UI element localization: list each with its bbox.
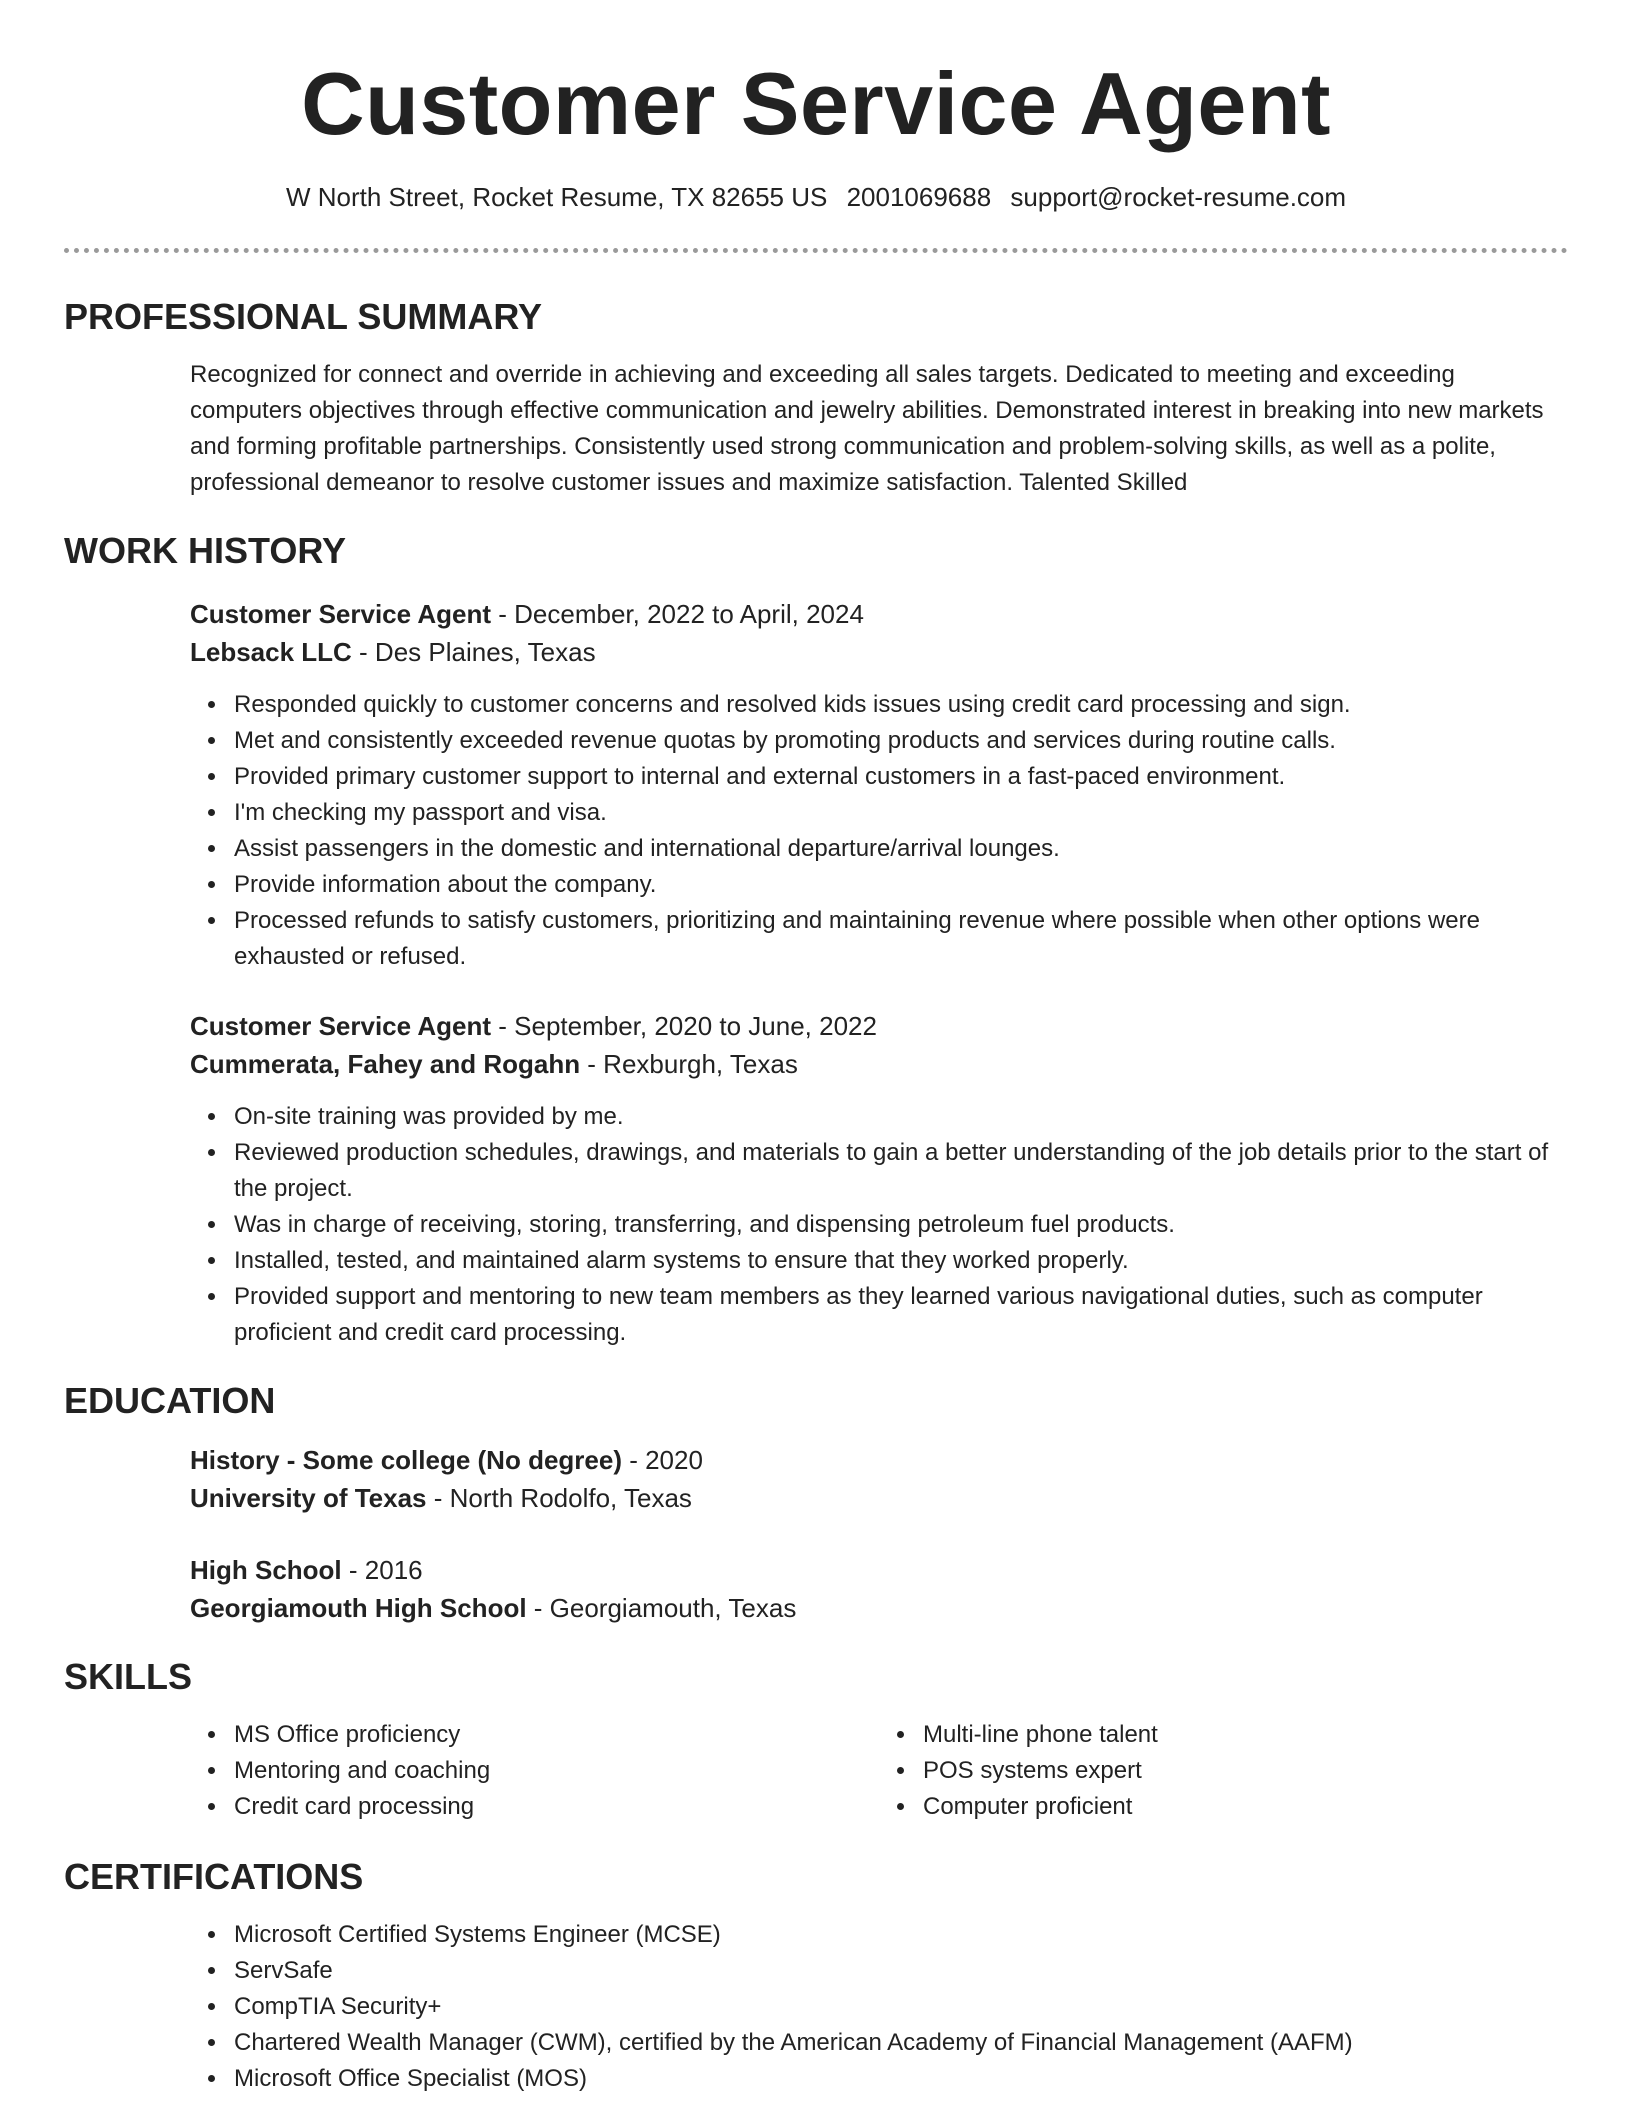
job-company-line xyxy=(190,1045,1568,1083)
contact-phone: 2001069688 xyxy=(846,182,992,212)
education-entry xyxy=(64,1551,1568,1627)
job-bullet: Provided support and mentoring to new team members as they learned various navigational duties, such as computer proficient and credit card processing. xyxy=(234,1279,1568,1351)
education-school-line xyxy=(190,1589,1568,1627)
education-school-line xyxy=(190,1479,1568,1517)
skills-heading: SKILLS xyxy=(64,1656,193,1697)
work-history-heading: WORK HISTORY xyxy=(64,530,347,571)
job-bullet-list xyxy=(190,1099,1568,1351)
certifications-heading: CERTIFICATIONS xyxy=(64,1856,364,1897)
skill-item: Computer proficient xyxy=(923,1789,1568,1825)
education-degree: History - Some college (No degree) xyxy=(190,1445,622,1475)
skill-item: POS systems expert xyxy=(923,1753,1568,1789)
job-bullet: Provided primary customer support to internal and external customers in a fast-paced environment. xyxy=(234,759,1568,795)
skill-item: Multi-line phone talent xyxy=(923,1717,1568,1753)
certification-item: Microsoft Certified Systems Engineer (MCSE) xyxy=(234,1917,1568,1953)
job-dates: - September, 2020 to June, 2022 xyxy=(491,1011,877,1041)
job-bullet: Was in charge of receiving, storing, transferring, and dispensing petroleum fuel products. xyxy=(234,1207,1568,1243)
education-degree-line xyxy=(190,1551,1568,1589)
education-school: University of Texas xyxy=(190,1483,427,1513)
education-year: - 2016 xyxy=(341,1555,423,1585)
job-company-line xyxy=(190,633,1568,671)
job-bullet: I'm checking my passport and visa. xyxy=(234,795,1568,831)
skill-item: MS Office proficiency xyxy=(234,1717,879,1753)
job-bullet: Processed refunds to satisfy customers, prioritizing and maintaining revenue where possible when other options were exhausted or refused. xyxy=(234,903,1568,975)
job-title: Customer Service Agent xyxy=(190,1011,492,1041)
job-company: Cummerata, Fahey and Rogahn xyxy=(190,1049,581,1079)
skills-list-right xyxy=(879,1717,1568,1825)
education-year: - 2020 xyxy=(621,1445,703,1475)
job-bullet: On-site training was provided by me. xyxy=(234,1099,1568,1135)
job-title-line xyxy=(190,595,1568,633)
education-section xyxy=(64,1379,1568,1627)
job-location: - Des Plaines, Texas xyxy=(351,637,596,667)
contact-email: support@rocket-resume.com xyxy=(1010,182,1347,212)
job-bullet-list xyxy=(190,687,1568,975)
summary-text: Recognized for connect and override in achieving and exceeding all sales targets. Dedicated to meeting and exceeding computers objectives through effective communication and jewelry abilities. Demonstrated interest in breaking into new markets and forming profitable partnerships. Consistently used strong communication and problem-solving skills, as well as a polite, professional demeanor to resolve customer issues and maximize satisfaction. Talented Skilled xyxy=(190,361,1544,496)
certification-item: CompTIA Security+ xyxy=(234,1989,1568,2025)
education-entry xyxy=(64,1441,1568,1517)
summary-section xyxy=(64,295,1568,501)
work-history-section xyxy=(64,529,1568,1351)
education-degree-line xyxy=(190,1441,1568,1479)
education-degree: High School xyxy=(190,1555,342,1585)
job-bullet: Met and consistently exceeded revenue quotas by promoting products and services during routine calls. xyxy=(234,723,1568,759)
job-entry xyxy=(64,595,1568,975)
job-company: Lebsack LLC xyxy=(190,637,352,667)
skill-item: Credit card processing xyxy=(234,1789,879,1825)
job-dates: - December, 2022 to April, 2024 xyxy=(491,599,864,629)
header-divider xyxy=(64,248,1568,253)
job-entry xyxy=(64,1007,1568,1351)
job-title: Customer Service Agent xyxy=(190,599,492,629)
resume-title: Customer Service Agent xyxy=(301,54,1331,153)
contact-line xyxy=(64,180,1568,214)
job-location: - Rexburgh, Texas xyxy=(580,1049,798,1079)
education-location: - Georgiamouth, Texas xyxy=(526,1593,797,1623)
skills-section xyxy=(64,1655,1568,1825)
education-school: Georgiamouth High School xyxy=(190,1593,527,1623)
skill-item: Mentoring and coaching xyxy=(234,1753,879,1789)
education-heading: EDUCATION xyxy=(64,1380,276,1421)
summary-heading: PROFESSIONAL SUMMARY xyxy=(64,296,543,337)
resume-page xyxy=(64,0,1568,2097)
certifications-section xyxy=(64,1855,1568,2097)
job-bullet: Installed, tested, and maintained alarm systems to ensure that they worked properly. xyxy=(234,1243,1568,1279)
job-title-line xyxy=(190,1007,1568,1045)
contact-address: W North Street, Rocket Resume, TX 82655 US xyxy=(285,182,828,212)
job-bullet: Assist passengers in the domestic and international departure/arrival lounges. xyxy=(234,831,1568,867)
certification-item: Chartered Wealth Manager (CWM), certified by the American Academy of Financial Management (AAFM) xyxy=(234,2025,1568,2061)
education-location: - North Rodolfo, Texas xyxy=(426,1483,692,1513)
job-bullet: Responded quickly to customer concerns and resolved kids issues using credit card processing and sign. xyxy=(234,687,1568,723)
job-bullet: Provide information about the company. xyxy=(234,867,1568,903)
job-bullet: Reviewed production schedules, drawings, and materials to gain a better understanding of the job details prior to the start of the project. xyxy=(234,1135,1568,1207)
skills-list-left xyxy=(190,1717,879,1825)
certification-item: Microsoft Office Specialist (MOS) xyxy=(234,2061,1568,2097)
certification-item: ServSafe xyxy=(234,1953,1568,1989)
certifications-list xyxy=(190,1917,1568,2097)
